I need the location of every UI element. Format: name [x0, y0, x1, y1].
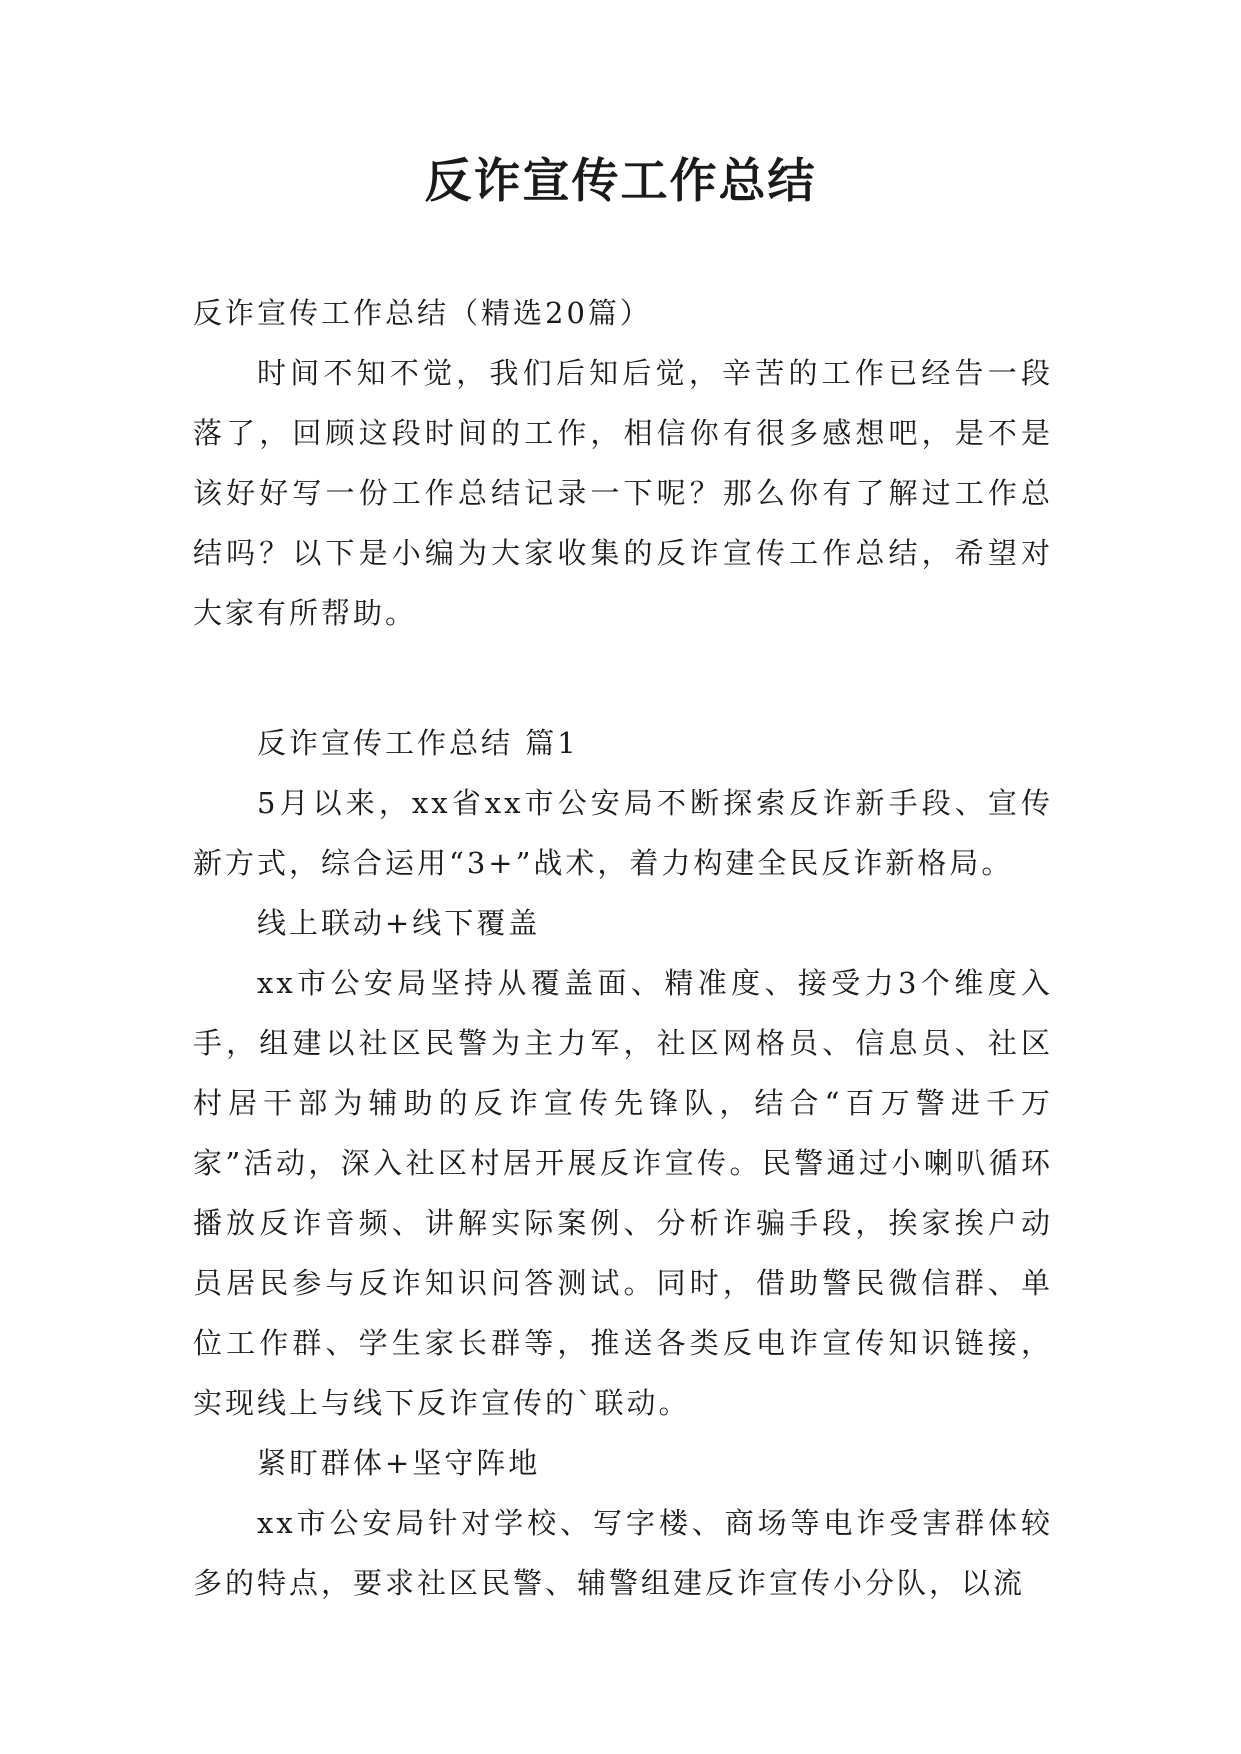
spacer	[193, 643, 1053, 713]
document-subtitle: 反诈宣传工作总结（精选20篇）	[193, 296, 652, 330]
intro-paragraph: 时间不知不觉，我们后知后觉，辛苦的工作已经告一段落了，回顾这段时间的工作，相信你有很多感想吧，是不是该好好写一份工作总结记录一下呢？那么你有了解过工作总结吗？以下是小编为大家收集的反诈宣传工作总结，希望对大家有所帮助。	[193, 356, 1053, 630]
subheading-1: 线上联动+线下覆盖	[257, 906, 541, 940]
paragraph-3: xx市公安局针对学校、写字楼、商场等电诈受害群体较多的特点，要求社区民警、辅警组建反诈宣传小分队，以流	[193, 1506, 1053, 1600]
document-title: 反诈宣传工作总结	[424, 154, 817, 209]
paragraph-1: 5月以来，xx省xx市公安局不断探索反诈新手段、宣传新方式，综合运用“3+”战术，着力构建全民反诈新格局。	[193, 786, 1053, 880]
paragraph-2: xx市公安局坚持从覆盖面、精准度、接受力3个维度入手，组建以社区民警为主力军，社区网格员、信息员、社区村居干部为辅助的反诈宣传先锋队，结合“百万警进千万家”活动，深入社区村居开展反诈宣传。民警通过小喇叭循环播放反诈音频、讲解实际案例、分析诈骗手段，挨家挨户动员居民参与反诈知识问答测试。同时，借助警民微信群、单位工作群、学生家长群等，推送各类反电诈宣传知识链接，实现线上与线下反诈宣传的`联动。	[193, 966, 1053, 1420]
section-heading: 反诈宣传工作总结 篇1	[257, 726, 579, 760]
document-body	[193, 283, 1053, 1613]
subheading-2: 紧盯群体+坚守阵地	[257, 1446, 541, 1480]
